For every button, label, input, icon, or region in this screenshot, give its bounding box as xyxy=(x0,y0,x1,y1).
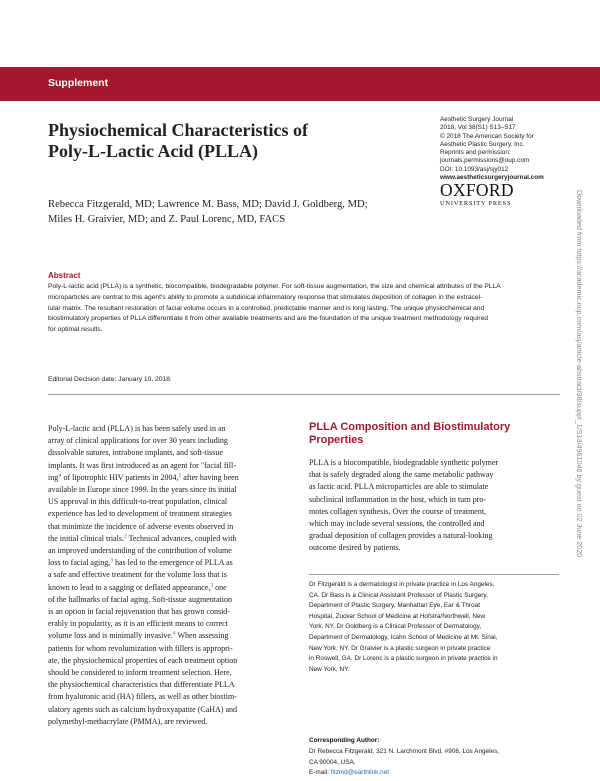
footnote-line: Department of Plastic Surgery, Manhattan Eye, Ear & Throat xyxy=(309,602,480,610)
body-line: gradual deposition of collagen provides a natural-looking xyxy=(309,531,493,541)
reprints: Reprints and permission: xyxy=(440,149,511,157)
download-watermark: Downloaded from https://academic.oup.com/asj/article-abstract/38/suppl_1/S13/4961046 by guest on 02 June 2020 xyxy=(575,190,584,558)
reference-link[interactable]: 3 xyxy=(210,581,214,588)
email-link[interactable]: fitzmd@earthlink.net xyxy=(330,769,390,777)
body-right-column xyxy=(309,457,559,555)
body-line: array of clinical applications for over 30 years including xyxy=(48,436,228,446)
footnote-line: New York, NY. Dr Graivier is a plastic surgeon in private practice xyxy=(309,644,491,652)
body-line: as lactic acid. PLLA microparticles are able to stimulate xyxy=(309,482,489,492)
body-line: available in Europe since 1999. In the years since its initial xyxy=(48,485,237,495)
body-line: of the hallmarks of facial aging. Soft-tissue augmentation xyxy=(48,594,232,604)
body-line: known to lead to a sagging or deflated appearance,$^3$ one xyxy=(48,581,227,592)
author-list xyxy=(48,197,438,227)
body-line: experience has led to development of treatment strategies xyxy=(48,509,232,519)
reference-link[interactable]: 3 xyxy=(110,557,113,564)
abstract-text xyxy=(48,282,556,336)
body-line: ate, the physiochemical properties of each treatment option xyxy=(48,655,238,665)
abstract-line: lular matrix. The resultant restoration of facial volume occurs in a controlled, predictable manner and is long lasting. The unique physiochemical and xyxy=(48,304,485,312)
doi: DOI: 10.1093/asj/sjy012 xyxy=(440,165,509,173)
oxford-press: UNIVERSITY PRESS xyxy=(440,200,512,207)
abstract-line: biostimulatory properties of PLLA differentiate it from other available treatments and are the foundation of the unique treatment methodology required xyxy=(48,315,489,323)
section-heading-line: Properties xyxy=(309,434,364,446)
body-line: US approval in this difficult-to-treat population, clinical xyxy=(48,497,228,507)
corresponding-author-heading: Corresponding Author: xyxy=(309,737,380,744)
footnote-line: in Roswell, GA. Dr Lorenc is a plastic surgeon in private practice in xyxy=(309,655,498,663)
body-line: erably in popularity, as it is an efficient means to correct xyxy=(48,619,228,629)
body-line: motes collagen synthesis. Over the course of treatment, xyxy=(309,506,487,516)
title-line: Poly-L-Lactic Acid (PLLA) xyxy=(48,141,258,161)
body-line: is an option in facial rejuvenation that has grown consid- xyxy=(48,607,230,617)
body-line: that minimize the incidence of adverse events observed in xyxy=(48,521,234,531)
journal-info xyxy=(440,116,580,182)
abstract-line: Poly-L-lactic acid (PLLA) is a synthetic, biocompatible, biodegradable polymer. For soft-tissue augmentation, the size and chemical attributes of the PLLA xyxy=(48,283,501,290)
body-line: ing" of lipotrophic HIV patients in 2004,$^1$ after having been xyxy=(48,472,239,482)
body-line: an improved understanding of the contribution of volume xyxy=(48,546,232,556)
body-line: volume loss and is minimally invasive.$^4$ When assessing xyxy=(48,630,229,641)
corr-address: Dr Rebecca Fitzgerald, 321 N. Larchmont Blvd. #906, Los Angeles, xyxy=(309,748,500,755)
body-line: the initial clinical trials.$^2$ Technical advances, coupled with xyxy=(48,533,237,543)
oxford-wordmark: OXFORD xyxy=(440,180,514,200)
citation: 2018, Vol 38(S1) S13–S17 xyxy=(440,124,516,132)
footnote-line: Hospital, Zucker School of Medicine at Hofstra/Northwell, New xyxy=(309,612,486,620)
body-line: should be considered to inform treatment selection. Here, xyxy=(48,668,232,678)
body-line: ulatory agents such as calcium hydroxyapatite (CaHA) and xyxy=(48,704,238,714)
journal-url[interactable]: www.aestheticsurgeryjournal.com xyxy=(440,174,544,182)
author-affiliations xyxy=(309,580,559,675)
corr-address: CA 90004, USA. xyxy=(309,758,356,766)
footnote-line: Department of Dermatology, Icahn School of Medicine at Mt. Sinai, xyxy=(309,633,498,641)
reference-link[interactable]: 2 xyxy=(123,533,127,540)
section-heading xyxy=(309,421,559,447)
body-line: loss to facial aging,$^3$ has led to the emergence of PLLA as xyxy=(48,557,233,568)
body-line: that is safely degraded along the same metabolic pathway xyxy=(309,470,494,480)
body-line: implants. It was first introduced as an agent for "facial fill- xyxy=(48,460,236,470)
abstract-line: for optimal results. xyxy=(48,326,103,334)
body-line: which may include several sessions, the controlled and xyxy=(309,519,485,529)
footnote-line: CA. Dr Bass is a Clinical Assistant Professor of Plastic Surgery, xyxy=(309,591,488,599)
footnote-line: New York, NY. xyxy=(309,665,350,673)
body-line: the physiochemical characteristics that differentiate PLLA xyxy=(48,680,235,690)
body-line: PLLA is a biocompatible, biodegradable synthetic polymer xyxy=(309,458,499,467)
banner-label: Supplement xyxy=(48,77,109,89)
copyright: © 2018 The American Society for xyxy=(440,132,534,140)
editorial-decision-date: Editorial Decision date: January 10, 2018. xyxy=(48,376,172,383)
author-line: Miles H. Graivier, MD; and Z. Paul Lorenc, MD, FACS xyxy=(48,214,286,225)
reference-link[interactable]: 1 xyxy=(178,472,182,479)
body-line: Poly-L-lactic acid (PLLA) is has been safely used in an xyxy=(48,424,226,433)
footnote-divider xyxy=(309,574,559,575)
copyright: Aesthetic Plastic Surgery, Inc. xyxy=(440,140,525,148)
body-line: subclinical inflammation in the host, which in turn pro- xyxy=(309,494,487,504)
oxford-logo xyxy=(440,181,514,208)
corresponding-author xyxy=(309,747,559,779)
article-title xyxy=(48,120,378,162)
footnote-line: York, NY. Dr Goldberg is a Clinical Professor of Dermatology, xyxy=(309,623,482,631)
body-line: polymethyl-methacrylate (PMMA), are reviewed. xyxy=(48,716,208,726)
corr-email-line: E-mail: fitzmd@earthlink.net xyxy=(309,769,390,777)
abstract-line: microparticles are central to this agent's ability to promote a subdinical inflammatory response that stimulates deposition of collagen in the extracel- xyxy=(48,293,483,301)
body-left-column xyxy=(48,423,292,728)
reprints-email: journals.permissions@oup.com xyxy=(440,157,530,165)
divider xyxy=(48,394,560,395)
footnote-line: Dr Fitzgerald is a dermatologist in private practice in Los Angeles, xyxy=(309,581,495,588)
body-line: patients for whom revolumization with fillers is appropri- xyxy=(48,643,233,653)
title-line: Physiochemical Characteristics of xyxy=(48,120,308,140)
body-line: a safe and effective treatment for the volume loss that is xyxy=(48,570,227,580)
supplement-banner xyxy=(0,67,600,101)
author-line: Rebecca Fitzgerald, MD; Lawrence M. Bass, MD; David J. Goldberg, MD; xyxy=(48,199,368,210)
section-heading-line: PLLA Composition and Biostimulatory xyxy=(309,421,511,433)
reference-link[interactable]: 4 xyxy=(172,630,176,637)
body-line: dissolvable sutures, intrabone implants, and soft-tissue xyxy=(48,448,223,458)
body-line: from hyaluronic acid (HA) fillers, as well as other biostim- xyxy=(48,692,237,702)
abstract-heading: Abstract xyxy=(48,271,81,280)
journal-name: Aesthetic Surgery Journal xyxy=(440,116,514,123)
body-line: outcome desired by patients. xyxy=(309,543,401,553)
